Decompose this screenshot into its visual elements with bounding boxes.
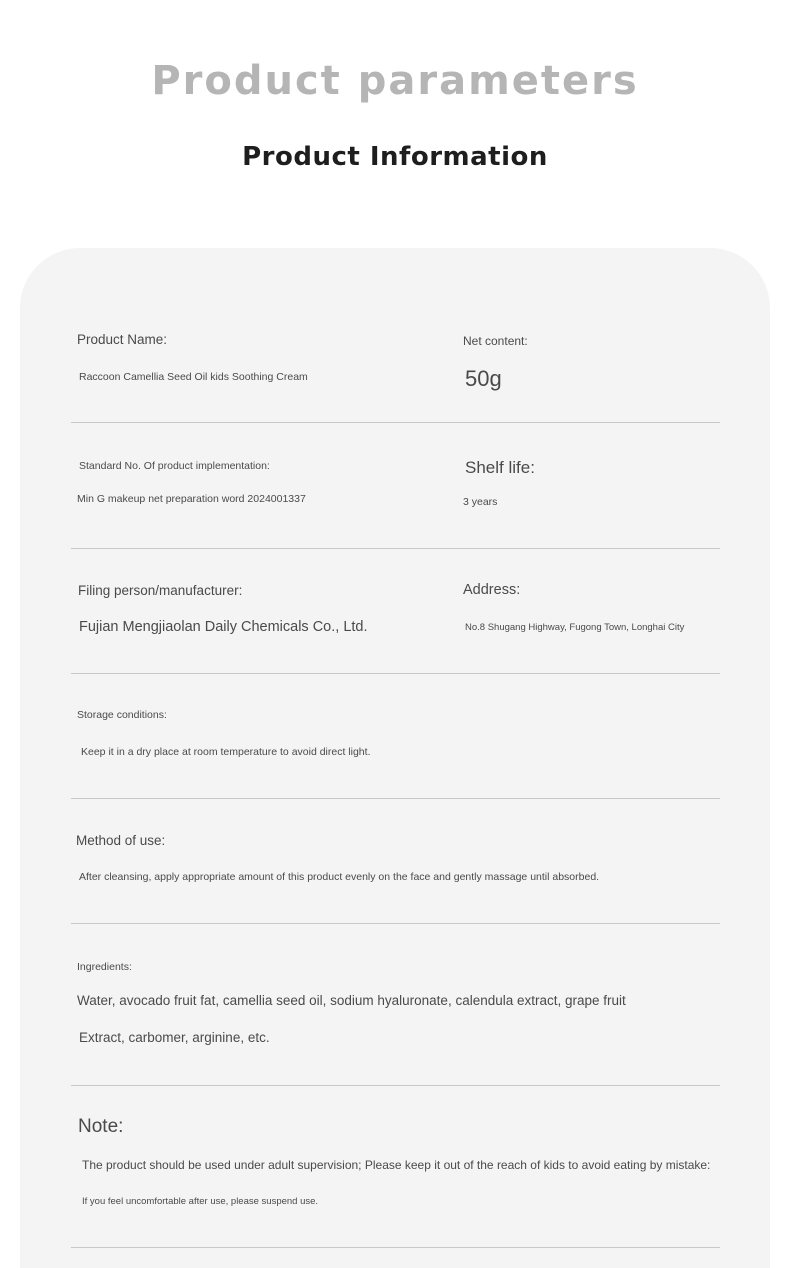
page-title: Product parameters [151, 58, 639, 104]
address-value: No.8 Shugang Highway, Fugong Town, Longhai City [465, 622, 685, 633]
ingredients-label: Ingredients: [77, 961, 132, 973]
row-standard-shelf [71, 423, 720, 549]
filing-value: Fujian Mengjiaolan Daily Chemicals Co., Ltd. [79, 619, 368, 635]
storage-value: Keep it in a dry place at room temperature to avoid direct light. [81, 746, 371, 758]
address-label: Address: [463, 582, 521, 598]
row-name-net [71, 318, 720, 423]
product-name-value: Raccoon Camellia Seed Oil kids Soothing Cream [79, 371, 308, 383]
method-label: Method of use: [76, 833, 166, 848]
storage-label: Storage conditions: [77, 709, 167, 721]
ingredients-line-1: Water, avocado fruit fat, camellia seed oil, sodium hyaluronate, calendula extract, grape fruit [77, 993, 626, 1008]
standard-label: Standard No. Of product implementation: [79, 460, 270, 472]
net-content-label: Net content: [463, 334, 528, 348]
standard-value: Min G makeup net preparation word 2024001337 [77, 493, 306, 505]
row-filing-address [71, 549, 720, 674]
row-ingredients [71, 924, 720, 1086]
shelf-life-label: Shelf life: [465, 458, 535, 477]
note-label: Note: [78, 1116, 124, 1137]
row-method [71, 799, 720, 924]
shelf-life-value: 3 years [463, 496, 498, 508]
note-line-2: If you feel uncomfortable after use, please suspend use. [82, 1196, 319, 1207]
note-line-1: The product should be used under adult supervision; Please keep it out of the reach of kids to avoid eating by mistake: [82, 1158, 711, 1172]
filing-label: Filing person/manufacturer: [78, 583, 243, 598]
net-content-value: 50g [465, 366, 502, 391]
method-value: After cleansing, apply appropriate amount of this product evenly on the face and gently massage until absorbed. [79, 871, 600, 883]
row-note [71, 1086, 720, 1248]
ingredients-line-2: Extract, carbomer, arginine, etc. [79, 1030, 270, 1045]
product-name-label: Product Name: [77, 332, 168, 347]
row-storage [71, 674, 720, 799]
page-subtitle: Product Information [242, 142, 548, 172]
